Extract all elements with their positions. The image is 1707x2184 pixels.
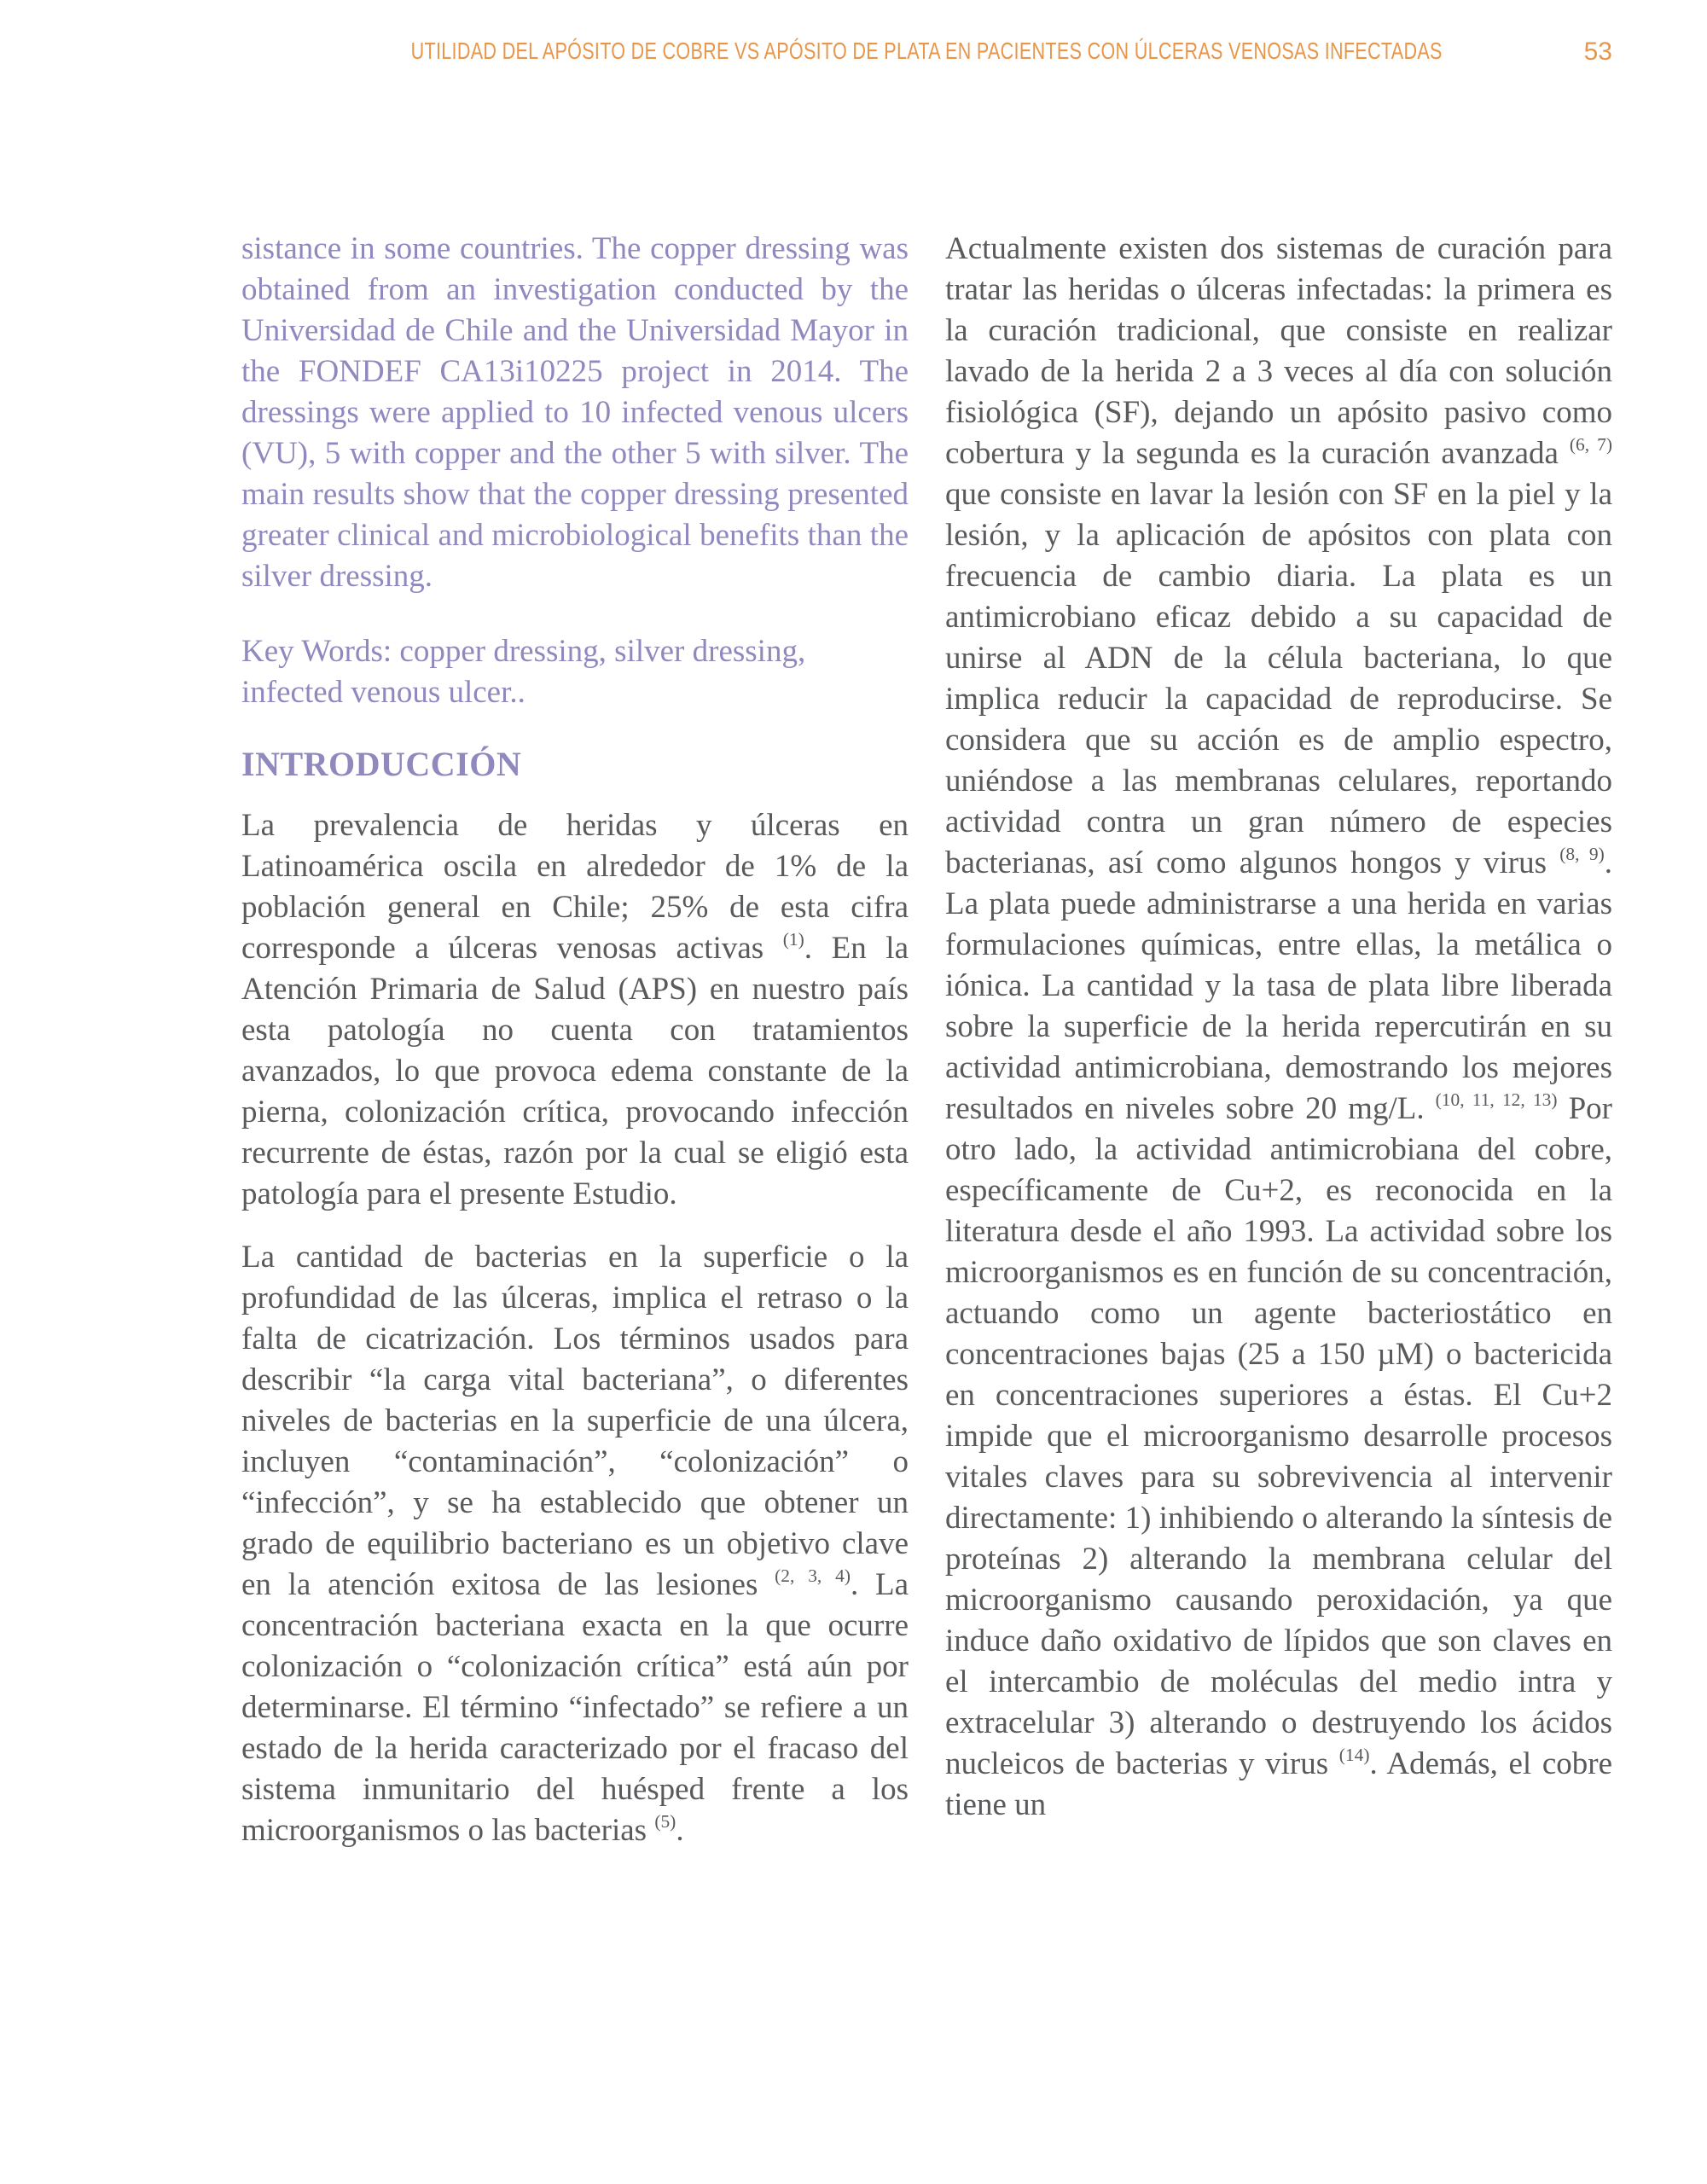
- keywords-text: Key Words: copper dressing, silver dressing, infected venous ulcer..: [241, 634, 806, 710]
- abstract-text: sistance in some countries. The copper dressing was obtained from an investigation conducted by the Universidad de Chile and the Universidad Mayor in the FONDEF CA13i10225 project in 2014. The dressings were applied to 10 infected venous ulcers (VU), 5 with copper and the other 5 with silver. The main results show that the copper dressing presented greater clinical and microbiological benefits than the silver dressing.: [241, 231, 909, 594]
- reference-superscript: (10, 11, 12, 13): [1435, 1089, 1558, 1110]
- left-column: [241, 229, 909, 1873]
- paragraph: Actualmente existen dos sistemas de curación para tratar las heridas o úlceras infectadas: la primera es la curación tradicional, que consiste en realizar lavado de la herida 2 a 3 veces al día con solución fisiológica (SF), dejando un apósito pasivo como cobertura y la segunda es la curación avanzada $^{(6, 7)}$ que consiste en lavar la lesión con SF en la piel y la lesión, y la aplicación de apósitos con plata con frecuencia de cambio diaria. La plata es un antimicrobiano eficaz debido a su capacidad de unirse al ADN de la célula bacteriana, lo que implica reducir la capacidad de reproducirse. Se considera que su acción es de amplio espectro, uniéndose a las membranas celulares, reportando actividad contra un gran número de especies bacterianas, así como algunos hongos y virus $^{(8, 9)}$. La plata puede administrarse a una herida en varias formulaciones químicas, entre ellas, la metálica o iónica. La cantidad y la tasa de plata libre liberada sobre la superficie de la herida repercutirán en su actividad antimicrobiana, demostrando los mejores resultados en niveles sobre 20 mg/L. $^{(10, 11, 12, 13)}$ Por otro lado, la actividad antimicrobiana del cobre, específicamente de Cu+2, es reconocida en la literatura desde el año 1993. La actividad sobre los microorganismos es en función de su concentración, actuando como un agente bacteriostático en concentraciones bajas (25 a 150 µM) o bactericida en concentraciones superiores a éstas. El Cu+2 impide que el microorganismo desarrolle procesos vitales claves para su sobrevivencia al intervenir directamente: 1) inhibiendo o alterando la síntesis de proteínas 2) alterando la membrana celular del microorganismo causando peroxidación, ya que induce daño oxidativo de lípidos que son claves en el intercambio de moléculas del medio intra y extracelular 3) alterando o destruyendo los ácidos nucleicos de bacterias y virus $^{(14)}$. Además, el cobre tiene un: [945, 231, 1613, 1822]
- page-number: 53: [1583, 38, 1612, 66]
- introduction-paragraphs: [241, 805, 909, 1851]
- right-column: [945, 229, 1612, 1873]
- running-title: [241, 38, 1612, 65]
- two-column-layout: [241, 229, 1612, 1873]
- section-heading-introduccion: INTRODUCCIÓN: [241, 745, 522, 783]
- reference-superscript: (14): [1338, 1744, 1370, 1765]
- reference-superscript: (6, 7): [1569, 433, 1612, 455]
- reference-superscript: (1): [782, 928, 804, 950]
- paragraph: La cantidad de bacterias en la superficie o la profundidad de las úlceras, implica el retraso o la falta de cicatrización. Los términos usados para describir “la carga vital bacteriana”, o diferentes niveles de bacterias en la superficie de una úlcera, incluyen “contaminación”, “colonización” o “infección”, y se ha establecido que obtener un grado de equilibrio bacteriano es un objetivo clave en la atención exitosa de las lesiones $^{(2, 3, 4)}$. La concentración bacteriana exacta en la que ocurre colonización o “colonización crítica” está aún por determinarse. El término “infectado” se refiere a un estado de la herida caracterizado por el fracaso del sistema inmunitario del huésped frente a los microorganismos o las bacterias $^{(5)}$.: [241, 1240, 909, 1848]
- paragraph: La prevalencia de heridas y úlceras en Latinoamérica oscila en alrededor de 1% de la población general en Chile; 25% de esta cifra corresponde a úlceras venosas activas $^{(1)}$. En la Atención Primaria de Salud (APS) en nuestro país esta patología no cuenta con tratamientos avanzados, lo que provoca edema constante de la pierna, colonización crítica, provocando infección recurrente de éstas, razón por la cual se eligió esta patología para el presente Estudio.: [241, 808, 909, 1211]
- body-paragraphs: [945, 229, 1612, 1826]
- reference-superscript: (5): [654, 1810, 676, 1832]
- running-title-text: UTILIDAD DEL APÓSITO DE COBRE VS APÓSITO DE PLATA EN PACIENTES CON ÚLCERAS VENOSAS INFECTADAS: [410, 38, 1443, 64]
- reference-superscript: (2, 3, 4): [775, 1565, 851, 1586]
- reference-superscript: (8, 9): [1559, 843, 1605, 864]
- running-header: [241, 38, 1612, 72]
